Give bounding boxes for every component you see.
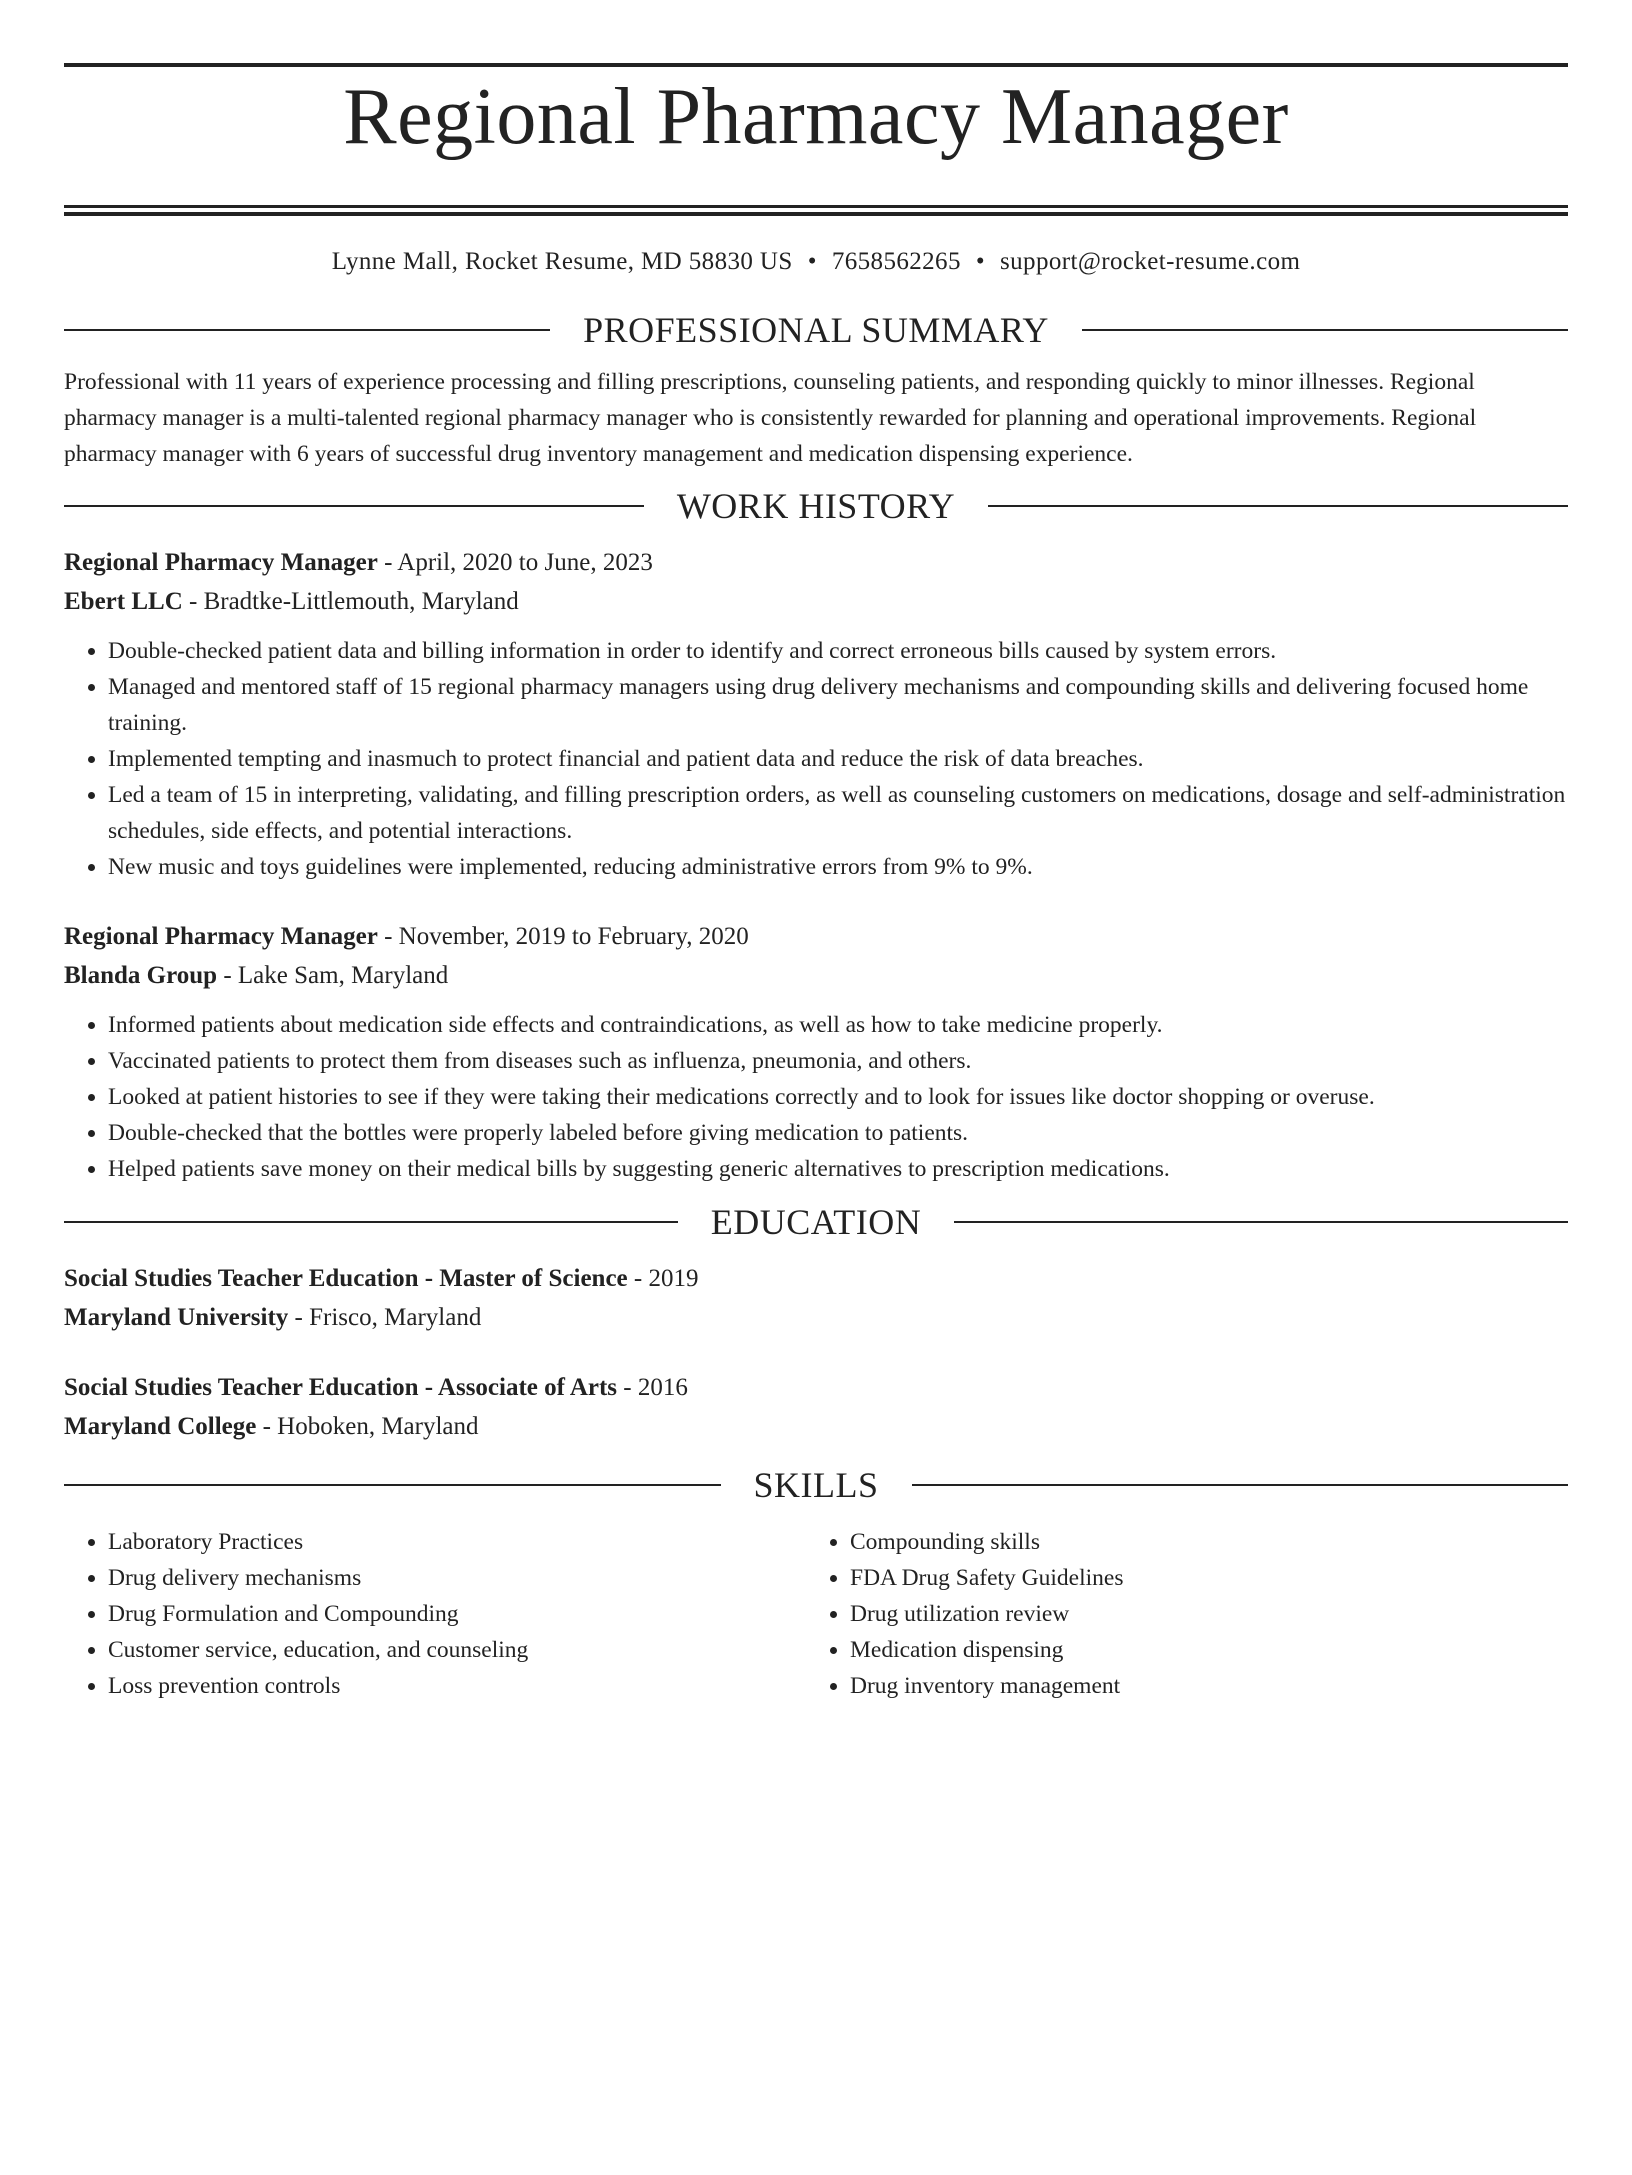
job-bullet: • Implemented tempting and inasmuch to protect financial and patient data and reduce the risk of data breaches. [108,741,1568,777]
job-location: - Lake Sam, Maryland [217,962,449,989]
job-company: Ebert LLC [64,588,183,615]
skill-item: • Drug inventory management [850,1668,1566,1704]
resume-page [0,63,1632,2175]
education-school-line [64,1407,1568,1446]
skills-columns [64,1524,1568,1704]
contact-separator: • [975,248,986,275]
job-company: Blanda Group [64,962,218,989]
summary-title: PROFESSIONAL SUMMARY [583,310,1049,350]
education-location: - Frisco, Maryland [288,1304,482,1331]
header-double-rule [64,205,1568,216]
job-entry [64,917,1568,1187]
education-degree-line [64,1368,1568,1407]
job-bullet: • Led a team of 15 in interpreting, validating, and filling prescription orders, as well as counseling customers on medications, dosage and self-administration schedules, side effects, and potential interactions. [108,777,1568,849]
skills-heading [64,1462,1568,1508]
skill-item: • Drug delivery mechanisms [108,1560,806,1596]
education-degree-line [64,1259,1568,1298]
job-company-line [64,956,1568,995]
education-entry [64,1259,1568,1337]
job-title-line [64,917,1568,956]
job-bullet: • Informed patients about medication side effects and contraindications, as well as how to take medicine properly. [108,1007,1568,1043]
job-location: - Bradtke-Littlemouth, Maryland [182,588,519,615]
header-top-rule [64,63,1568,67]
skill-item: • Compounding skills [850,1524,1566,1560]
education-degree: Social Studies Teacher Education - Master of Science [64,1265,628,1292]
skills-list-right [806,1524,1566,1704]
heading-rule-left [64,1221,678,1223]
job-bullet: • Helped patients save money on their medical bills by suggesting generic alternatives to prescription medications. [108,1151,1568,1187]
heading-rule-right [988,505,1568,507]
job-bullet: • New music and toys guidelines were implemented, reducing administrative errors from 9% to 9%. [108,849,1568,885]
education-title: EDUCATION [710,1202,922,1242]
job-bullet: • Looked at patient histories to see if they were taking their medications correctly and to look for issues like doctor shopping or overuse. [108,1079,1568,1115]
summary-text: Professional with 11 years of experience processing and filling prescriptions, counseling patients, and responding quickly to minor illnesses. Regional pharmacy manager is a multi-talented regional pharmacy manager who is consistently rewarded for planning and operational improvements. Regional pharmacy manager with 6 years of successful drug inventory management and medication dispensing experience. [64,369,1477,467]
heading-rule-left [64,505,644,507]
job-bullet: • Double-checked that the bottles were properly labeled before giving medication to patients. [108,1115,1568,1151]
job-title-line [64,543,1568,582]
education-heading [64,1199,1568,1245]
education-school-line [64,1298,1568,1337]
job-bullet: • Double-checked patient data and billing information in order to identify and correct erroneous bills caused by system errors. [108,633,1568,669]
skill-item: • Customer service, education, and counseling [108,1632,806,1668]
heading-rule-left [64,1484,721,1486]
contact-email: support@rocket-resume.com [1000,248,1301,275]
education-school: Maryland College [64,1413,257,1440]
education-year: - 2019 [627,1265,699,1292]
skills-list-left [64,1524,806,1704]
heading-rule-right [954,1221,1568,1223]
heading-rule-right [912,1484,1569,1486]
skill-item: • Loss prevention controls [108,1668,806,1704]
skill-item: • FDA Drug Safety Guidelines [850,1560,1566,1596]
skill-item: • Medication dispensing [850,1632,1566,1668]
education-year: - 2016 [617,1374,688,1401]
contact-address: Lynne Mall, Rocket Resume, MD 58830 US [331,248,793,275]
job-bullets [64,633,1568,885]
work-history-heading [64,483,1568,529]
job-dates: - November, 2019 to February, 2020 [377,923,749,950]
resume-title: Regional Pharmacy Manager [343,73,1289,161]
education-degree: Social Studies Teacher Education - Associate of Arts [64,1374,618,1401]
skills-title: SKILLS [753,1465,879,1505]
skill-item: • Drug utilization review [850,1596,1566,1632]
job-bullet: • Vaccinated patients to protect them from diseases such as influenza, pneumonia, and others. [108,1043,1568,1079]
skill-item: • Laboratory Practices [108,1524,806,1560]
job-entry [64,543,1568,885]
contact-line [64,247,1568,277]
work-history-title: WORK HISTORY [676,486,956,526]
education-location: - Hoboken, Maryland [256,1413,479,1440]
job-company-line [64,582,1568,621]
contact-separator: • [807,248,817,275]
job-dates: - April, 2020 to June, 2023 [377,549,653,576]
summary-heading [64,307,1568,353]
skill-item: • Drug Formulation and Compounding [108,1596,806,1632]
heading-rule-right [1082,329,1568,331]
job-title: Regional Pharmacy Manager [64,549,378,576]
education-entry [64,1368,1568,1446]
education-school: Maryland University [64,1304,289,1331]
job-bullets [64,1007,1568,1187]
contact-phone: 7658562265 [831,248,961,275]
job-bullet: • Managed and mentored staff of 15 regional pharmacy managers using drug delivery mechanisms and compounding skills and delivering focused home training. [108,669,1568,741]
heading-rule-left [64,329,550,331]
job-title: Regional Pharmacy Manager [64,923,378,950]
